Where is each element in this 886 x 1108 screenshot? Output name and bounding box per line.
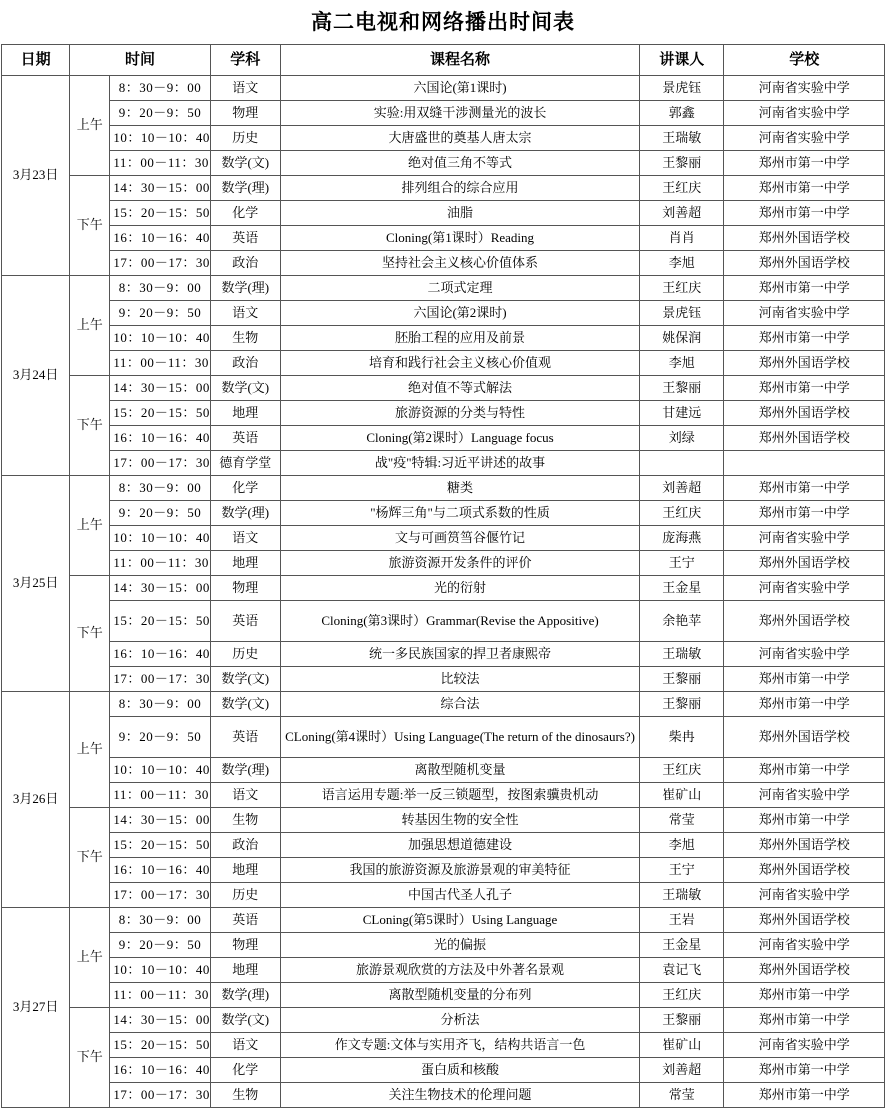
cell-course: "杨辉三角"与二项式系数的性质 [280,501,639,526]
cell-subject: 语文 [210,1033,280,1058]
cell-teacher: 甘建远 [640,401,724,426]
cell-school: 郑州外国语学校 [724,833,885,858]
cell-teacher: 刘善超 [640,476,724,501]
cell-teacher: 郭鑫 [640,101,724,126]
cell-course: 二项式定理 [280,276,639,301]
cell-course: 分析法 [280,1008,639,1033]
cell-time: 10：10－10：40 [110,126,210,151]
cell-half-day: 上午 [70,476,110,576]
cell-teacher: 王黎丽 [640,1008,724,1033]
cell-subject: 数学(文) [210,1008,280,1033]
cell-teacher [640,451,724,476]
table-row [2,376,885,401]
cell-school: 河南省实验中学 [724,783,885,808]
cell-teacher: 袁记飞 [640,958,724,983]
cell-time: 8：30－9：00 [110,276,210,301]
cell-subject: 物理 [210,933,280,958]
cell-subject: 生物 [210,808,280,833]
table-row [2,1083,885,1108]
header-course: 课程名称 [280,45,639,76]
table-row [2,576,885,601]
cell-time: 10：10－10：40 [110,758,210,783]
table-row [2,176,885,201]
table-row [2,983,885,1008]
cell-course: 蛋白质和核酸 [280,1058,639,1083]
cell-teacher: 余艳苹 [640,601,724,642]
cell-time: 11：00－11：30 [110,351,210,376]
table-row [2,858,885,883]
cell-course: 旅游景观欣赏的方法及中外著名景观 [280,958,639,983]
cell-subject: 政治 [210,351,280,376]
cell-subject: 地理 [210,858,280,883]
cell-course: 旅游资源开发条件的评价 [280,551,639,576]
cell-subject: 英语 [210,226,280,251]
table-row [2,76,885,101]
cell-school: 河南省实验中学 [724,576,885,601]
cell-teacher: 王瑞敏 [640,883,724,908]
cell-course: 六国论(第1课时) [280,76,639,101]
cell-school: 郑州市第一中学 [724,201,885,226]
table-row [2,276,885,301]
cell-subject: 数学(文) [210,692,280,717]
cell-school: 郑州市第一中学 [724,501,885,526]
cell-school: 郑州外国语学校 [724,717,885,758]
table-row [2,451,885,476]
table-row [2,1033,885,1058]
cell-time: 16：10－16：40 [110,426,210,451]
table-row [2,326,885,351]
cell-time: 8：30－9：00 [110,692,210,717]
cell-teacher: 李旭 [640,833,724,858]
cell-subject: 语文 [210,301,280,326]
cell-course: 绝对值不等式解法 [280,376,639,401]
cell-course: 油脂 [280,201,639,226]
page-title: 高二电视和网络播出时间表 [311,10,575,34]
cell-course: 关注生物技术的伦理问题 [280,1083,639,1108]
cell-time: 9：20－9：50 [110,717,210,758]
cell-time: 10：10－10：40 [110,958,210,983]
cell-subject: 德育学堂 [210,451,280,476]
cell-course: 旅游资源的分类与特性 [280,401,639,426]
cell-teacher: 王黎丽 [640,667,724,692]
cell-date: 3月26日 [2,692,70,908]
cell-school: 河南省实验中学 [724,101,885,126]
cell-time: 14：30－15：00 [110,376,210,401]
table-row [2,833,885,858]
cell-time: 11：00－11：30 [110,783,210,808]
table-row [2,808,885,833]
cell-school: 河南省实验中学 [724,642,885,667]
cell-teacher: 崔矿山 [640,1033,724,1058]
cell-half-day: 下午 [70,576,110,692]
cell-school: 河南省实验中学 [724,933,885,958]
cell-subject: 语文 [210,783,280,808]
cell-course: 离散型随机变量的分布列 [280,983,639,1008]
cell-school: 河南省实验中学 [724,883,885,908]
cell-time: 16：10－16：40 [110,642,210,667]
cell-school: 郑州市第一中学 [724,1008,885,1033]
cell-subject: 语文 [210,526,280,551]
cell-course: 实验:用双缝干涉测量光的波长 [280,101,639,126]
cell-course: 语言运用专题:举一反三锁题型，按图索骥贵机动 [280,783,639,808]
cell-course: 综合法 [280,692,639,717]
cell-teacher: 王宁 [640,551,724,576]
cell-teacher: 王红庆 [640,501,724,526]
cell-course: 文与可画筼筜谷偃竹记 [280,526,639,551]
cell-course: 胚胎工程的应用及前景 [280,326,639,351]
cell-school: 郑州市第一中学 [724,808,885,833]
table-row [2,551,885,576]
cell-teacher: 王金星 [640,576,724,601]
cell-course: Cloning(第1课时）Reading [280,226,639,251]
table-row [2,401,885,426]
cell-subject: 政治 [210,251,280,276]
cell-teacher: 景虎钰 [640,76,724,101]
cell-half-day: 上午 [70,908,110,1008]
cell-school: 郑州市第一中学 [724,983,885,1008]
cell-school: 郑州市第一中学 [724,276,885,301]
cell-course: Cloning(第3课时）Grammar(Revise the Appositive) [280,601,639,642]
cell-school: 郑州外国语学校 [724,551,885,576]
cell-time: 9：20－9：50 [110,501,210,526]
table-row [2,933,885,958]
cell-time: 15：20－15：50 [110,601,210,642]
cell-time: 9：20－9：50 [110,933,210,958]
cell-course: 六国论(第2课时) [280,301,639,326]
table-row [2,601,885,642]
table-row [2,151,885,176]
cell-teacher: 崔矿山 [640,783,724,808]
table-row [2,351,885,376]
cell-course: CLoning(第5课时）Using Language [280,908,639,933]
cell-course: 光的衍射 [280,576,639,601]
cell-course: 排列组合的综合应用 [280,176,639,201]
cell-time: 15：20－15：50 [110,833,210,858]
table-row [2,783,885,808]
cell-time: 15：20－15：50 [110,1033,210,1058]
cell-time: 16：10－16：40 [110,226,210,251]
header-school: 学校 [724,45,885,76]
table-row [2,758,885,783]
cell-course: 转基因生物的安全性 [280,808,639,833]
cell-course: 离散型随机变量 [280,758,639,783]
cell-date: 3月23日 [2,76,70,276]
cell-teacher: 王金星 [640,933,724,958]
cell-subject: 数学(文) [210,376,280,401]
table-row [2,692,885,717]
table-row [2,226,885,251]
cell-school: 郑州市第一中学 [724,376,885,401]
table-row [2,958,885,983]
cell-school: 河南省实验中学 [724,76,885,101]
cell-time: 9：20－9：50 [110,101,210,126]
cell-subject: 英语 [210,426,280,451]
cell-time: 10：10－10：40 [110,326,210,351]
cell-teacher: 姚保润 [640,326,724,351]
cell-teacher: 王红庆 [640,276,724,301]
cell-school: 郑州市第一中学 [724,667,885,692]
schedule-table [1,44,885,1108]
cell-teacher: 常莹 [640,808,724,833]
cell-time: 8：30－9：00 [110,76,210,101]
cell-time: 14：30－15：00 [110,808,210,833]
cell-time: 17：00－17：30 [110,251,210,276]
cell-course: 光的偏振 [280,933,639,958]
table-row [2,717,885,758]
cell-subject: 地理 [210,551,280,576]
cell-course: 比较法 [280,667,639,692]
cell-course: 中国古代圣人孔子 [280,883,639,908]
header-teacher: 讲课人 [640,45,724,76]
cell-teacher: 王红庆 [640,983,724,1008]
cell-subject: 英语 [210,908,280,933]
table-row [2,883,885,908]
cell-subject: 数学(理) [210,176,280,201]
cell-time: 17：00－17：30 [110,451,210,476]
header-row [2,45,885,76]
table-row [2,201,885,226]
cell-subject: 数学(理) [210,758,280,783]
cell-time: 11：00－11：30 [110,983,210,1008]
cell-subject: 生物 [210,1083,280,1108]
cell-time: 17：00－17：30 [110,883,210,908]
cell-time: 11：00－11：30 [110,551,210,576]
cell-date: 3月25日 [2,476,70,692]
cell-half-day: 上午 [70,692,110,808]
cell-teacher: 王瑞敏 [640,126,724,151]
cell-subject: 数学(文) [210,667,280,692]
cell-teacher: 王黎丽 [640,376,724,401]
cell-subject: 化学 [210,1058,280,1083]
cell-teacher: 庞海燕 [640,526,724,551]
table-row [2,642,885,667]
cell-school: 河南省实验中学 [724,301,885,326]
cell-teacher: 常莹 [640,1083,724,1108]
cell-teacher: 景虎钰 [640,301,724,326]
cell-school: 郑州市第一中学 [724,326,885,351]
cell-half-day: 下午 [70,808,110,908]
cell-half-day: 上午 [70,276,110,376]
cell-time: 15：20－15：50 [110,401,210,426]
cell-time: 10：10－10：40 [110,526,210,551]
cell-subject: 数学(文) [210,151,280,176]
cell-school: 郑州外国语学校 [724,958,885,983]
table-row [2,526,885,551]
cell-time: 9：20－9：50 [110,301,210,326]
cell-course: 作文专题:文体与实用齐飞，结构共语言一色 [280,1033,639,1058]
cell-course: 我国的旅游资源及旅游景观的审美特征 [280,858,639,883]
cell-time: 14：30－15：00 [110,176,210,201]
cell-course: 统一多民族国家的捍卫者康熙帝 [280,642,639,667]
cell-time: 16：10－16：40 [110,1058,210,1083]
cell-time: 11：00－11：30 [110,151,210,176]
header-time: 时间 [70,45,210,76]
cell-school: 郑州外国语学校 [724,908,885,933]
cell-teacher: 李旭 [640,351,724,376]
cell-teacher: 王黎丽 [640,151,724,176]
cell-course: 培育和践行社会主义核心价值观 [280,351,639,376]
table-row [2,667,885,692]
cell-subject: 地理 [210,958,280,983]
cell-course: CLoning(第4课时）Using Language(The return of the dinosaurs?) [280,717,639,758]
table-row [2,126,885,151]
table-row [2,908,885,933]
cell-subject: 语文 [210,76,280,101]
cell-course: Cloning(第2课时）Language focus [280,426,639,451]
table-row [2,101,885,126]
cell-school: 郑州市第一中学 [724,176,885,201]
cell-subject: 历史 [210,642,280,667]
cell-subject: 地理 [210,401,280,426]
cell-teacher: 王宁 [640,858,724,883]
cell-school: 河南省实验中学 [724,126,885,151]
cell-subject: 数学(理) [210,276,280,301]
cell-school: 郑州外国语学校 [724,351,885,376]
cell-time: 15：20－15：50 [110,201,210,226]
table-row [2,501,885,526]
table-row [2,251,885,276]
cell-date: 3月27日 [2,908,70,1108]
cell-time: 14：30－15：00 [110,1008,210,1033]
cell-subject: 物理 [210,576,280,601]
cell-teacher: 王黎丽 [640,692,724,717]
cell-school: 郑州外国语学校 [724,426,885,451]
cell-subject: 数学(理) [210,983,280,1008]
cell-school: 郑州市第一中学 [724,476,885,501]
cell-teacher: 肖肖 [640,226,724,251]
cell-school: 郑州外国语学校 [724,251,885,276]
cell-half-day: 下午 [70,376,110,476]
cell-school: 河南省实验中学 [724,1033,885,1058]
cell-teacher: 王岩 [640,908,724,933]
cell-teacher: 刘善超 [640,201,724,226]
cell-teacher: 王红庆 [640,176,724,201]
cell-school: 郑州外国语学校 [724,858,885,883]
table-row [2,1058,885,1083]
cell-teacher: 王瑞敏 [640,642,724,667]
cell-course: 糖类 [280,476,639,501]
cell-subject: 化学 [210,201,280,226]
cell-school: 郑州市第一中学 [724,692,885,717]
cell-time: 17：00－17：30 [110,667,210,692]
cell-teacher: 柴冉 [640,717,724,758]
cell-subject: 政治 [210,833,280,858]
cell-date: 3月24日 [2,276,70,476]
cell-subject: 英语 [210,717,280,758]
table-row [2,301,885,326]
table-row [2,1008,885,1033]
cell-subject: 历史 [210,883,280,908]
cell-school: 郑州外国语学校 [724,601,885,642]
cell-subject: 数学(理) [210,501,280,526]
table-body [2,76,885,1108]
cell-school: 郑州市第一中学 [724,1083,885,1108]
cell-time: 8：30－9：00 [110,908,210,933]
cell-half-day: 上午 [70,76,110,176]
cell-teacher: 刘绿 [640,426,724,451]
cell-subject: 生物 [210,326,280,351]
cell-subject: 历史 [210,126,280,151]
cell-time: 14：30－15：00 [110,576,210,601]
cell-half-day: 下午 [70,176,110,276]
header-date: 日期 [2,45,70,76]
cell-school: 郑州外国语学校 [724,401,885,426]
table-header [2,45,885,76]
cell-time: 8：30－9：00 [110,476,210,501]
header-subject: 学科 [210,45,280,76]
cell-school: 郑州市第一中学 [724,151,885,176]
cell-course: 绝对值三角不等式 [280,151,639,176]
cell-teacher: 刘善超 [640,1058,724,1083]
cell-school: 河南省实验中学 [724,526,885,551]
cell-subject: 英语 [210,601,280,642]
cell-time: 16：10－16：40 [110,858,210,883]
table-row [2,476,885,501]
cell-school [724,451,885,476]
cell-course: 战"疫"特辑:习近平讲述的故事 [280,451,639,476]
cell-school: 郑州外国语学校 [724,226,885,251]
cell-course: 坚持社会主义核心价值体系 [280,251,639,276]
cell-subject: 化学 [210,476,280,501]
cell-teacher: 王红庆 [640,758,724,783]
cell-subject: 物理 [210,101,280,126]
cell-school: 郑州市第一中学 [724,1058,885,1083]
cell-school: 郑州市第一中学 [724,758,885,783]
cell-course: 大唐盛世的奠基人唐太宗 [280,126,639,151]
cell-course: 加强思想道德建设 [280,833,639,858]
cell-teacher: 李旭 [640,251,724,276]
cell-time: 17：00－17：30 [110,1083,210,1108]
cell-half-day: 下午 [70,1008,110,1108]
table-row [2,426,885,451]
